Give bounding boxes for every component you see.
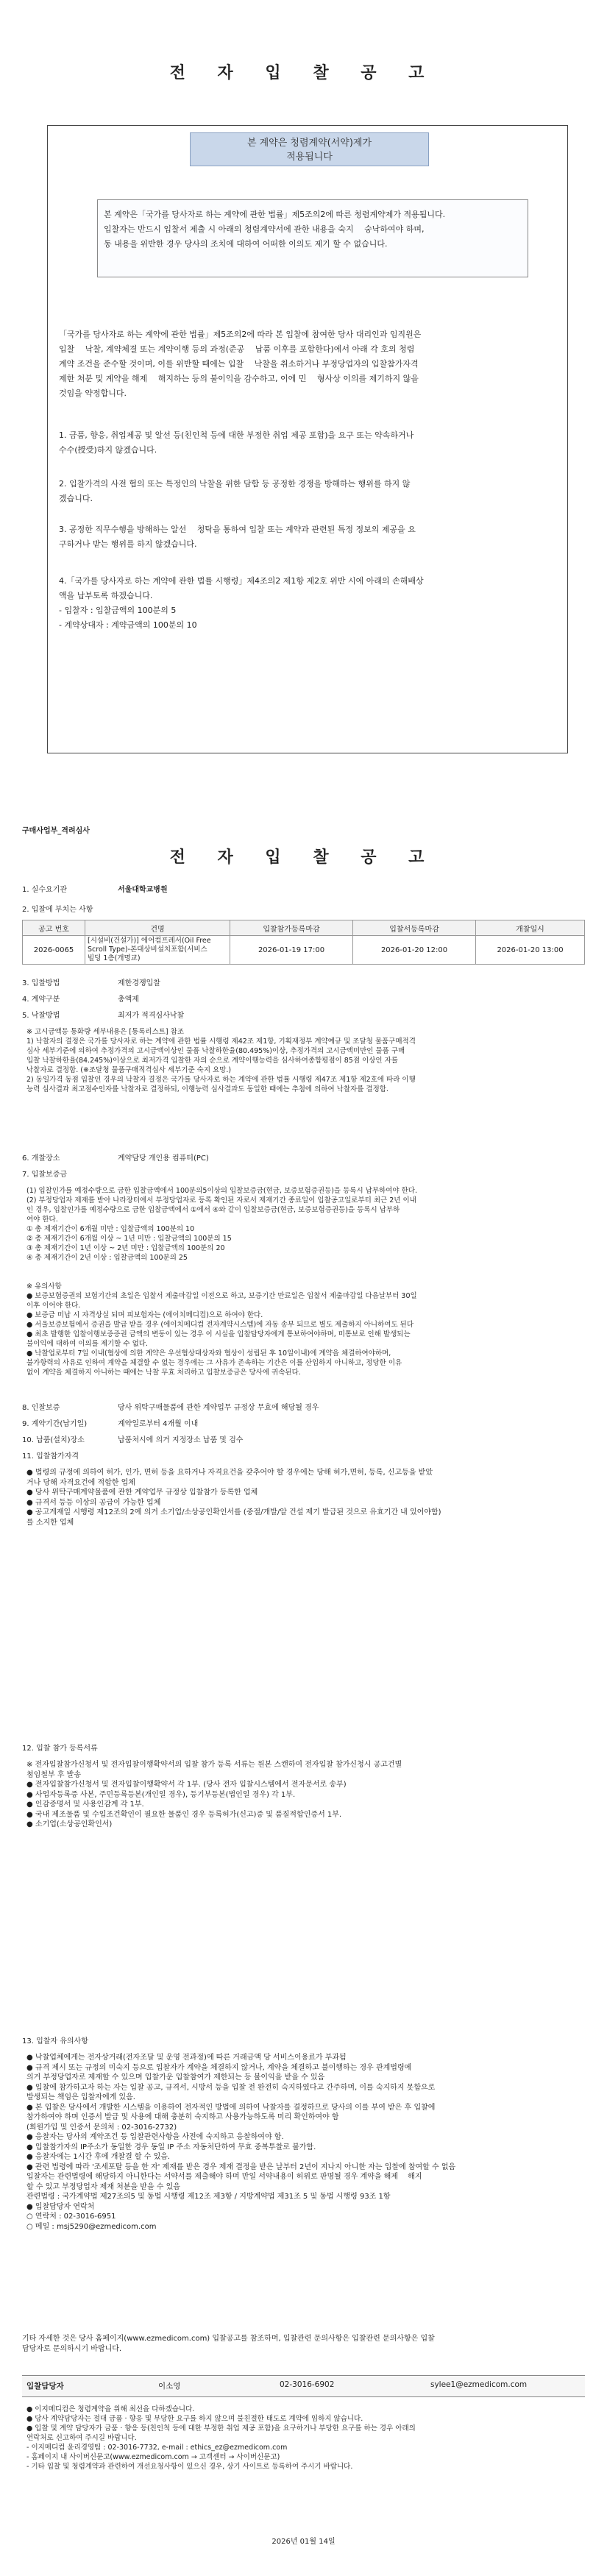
s7-body: (1) 입찰인가를 예정수량으로 금한 입찰금액에서 100분의5이상의 입찰보증금(현금, 보증보험증권등)을 등록시 납부하여야 한다. (2) 부정당업자 제재를 받아 나라장터에서 부정당업자로 등록 확인된 자로서 제재기간 종료일이 입찰공고일로부터 최근 2년 이내 인 경우, 입찰인가를 예정수량으로 금한 입찰금액에서 ①에서 ④와 같이 입찰보증금(현금, 보증보험증권등)을 등록시 납부하 여야 한다. ① 총 제재기간이 6개월 미만 : 입찰금액의 100분의 10 ② 총 제재기간이 6개월 이상 ~ 1년 미만 : 입찰금액의 100분의 15 ③ 총 제재기간이 1년 이상 ~ 2년 미만 : 입찰금액의 100분의 20 ④ 총 제재기간이 2년 이상 : 입찰금액의 100분의 25 — [26, 1187, 417, 1262]
s7-label: 7. 입찰보증금 — [22, 1171, 68, 1179]
s5-label: 5. 낙찰방법 — [22, 1012, 60, 1020]
integrity-item-1: 1. 금품, 향응, 취업제공 및 알선 등(친인척 등에 대한 부정한 취업 제공 포함)을 요구 또는 약속하거나 수수(授受)하지 않겠습니다. — [59, 430, 414, 455]
td-bid-deadline: 2026-01-20 12:00 — [353, 936, 476, 965]
s13-label: 13. 입찰자 유의사항 — [22, 2037, 88, 2045]
s10-value: 납품처시에 의거 지정장소 납품 및 검수 — [118, 1436, 244, 1444]
s3-label: 3. 입찰방법 — [22, 979, 60, 987]
integrity-notice-box: 본 계약은「국가를 당사자로 하는 계약에 관한 법률」제5조의2에 따른 청렴계약제가 적용됩니다. 입찰자는 반드시 입찰서 제출 시 아래의 청렴계약서에 관한 내용을 숙지 숭낙하여야 하며, 동 내용을 위반한 경우 당사의 조치에 대하여 어떠한 이의도 제기 할 수 없습니다. — [97, 199, 528, 277]
contact-email[interactable]: sylee1@ezmedicom.com — [430, 2380, 528, 2389]
s5-value: 최저가 적격심사낙찰 — [118, 1012, 185, 1020]
s12-body: ※ 전자입찰참가신청서 및 전자입찰이행확약서의 입찰 참가 등록 서류는 원본 스캔하여 전자입찰 참가신청시 공고건별 첨임철부 후 발송 ● 전자입찰참가신청서 및 전자입찰이행확약서 각 1부. (당사 전자 입찰시스템에서 전자문서로 송부) ● 사업자등록증 사본, 주민등록등본(개인일 경우), 등기부등본(법인일 경우) 각 1부. ● 인감증명서 및 사용인감계 각 1부. ● 국내 제조물품 및 수입조건확인이 필요한 물품인 경우 등록허가(신고)증 및 품질적합인증서 1부. ● 소기업(소상공인확인서) — [26, 1761, 402, 1828]
footer-note: 기타 자세한 것은 당사 홈페이지(www.ezmedicom.com) 입찰공고를 참조하며, 입찰관련 문의사항은 입찰관련 문의사항은 입찰 담당자로 문의하시기 바랍니다. — [22, 2335, 435, 2353]
notice-date: 2026년 01월 14일 — [271, 2538, 336, 2546]
s1-value: 서울대학교병원 — [118, 886, 168, 894]
contact-info — [22, 2375, 585, 2397]
s8-value: 당사 위탁구매물품에 관한 계약업무 규정상 무효에 해당될 경우 — [118, 1404, 319, 1412]
td-title[interactable]: [시설비(건설가)] 에어컴프레서(Oil Free Scroll Type)-본대상비설치포함(서비스 빌딩 1층(개명교) — [85, 936, 230, 965]
integrity-item-3: 3. 공정한 직무수행을 방해하는 알선 청탁을 통하여 입찰 또는 계약과 관련된 특정 정보의 제공을 요 구하거나 받는 행위를 하지 않겠습니다. — [59, 525, 416, 549]
integrity-item-4: 4.「국가를 당사자로 하는 계약에 관한 법률 시행령」제4조의2 제1항 제2호 위반 시에 아래의 손해배상 액을 납부토록 하겠습니다. - 입찰자 : 입찰금액의 100분의 5 - 계약상대자 : 계약금액의 100분의 10 — [59, 576, 424, 630]
bottom-notes: ● 이지메디컴은 청렴계약을 위해 최선을 다하겠습니다. ● 당사 계약담당자는 절대 금품 · 향응 및 부당한 요구를 하지 않으며 불친절한 태도로 계약에 임하지 않습니다. ● 입찰 및 계약 담당자가 금품 · 향응 등(친인척 등에 대한 부정한 취업 제공 포함)을 요구하거나 부당한 요구를 하는 경우 아래의 연락처로 신고하여 주시길 바랍니다. - 이지메디컴 윤리경영팀 : 02-3016-7732, e-mail : ethics_ez@ezmedicom.com - 홈페이지 내 사이버신문고(www.ezmedicom.com → 고객센터 → 사이버신문고) - 기타 입찰 및 청렴계약과 관련하여 개선요청사항이 있으신 경우, 상기 사이트로 등록하여 주시기 바랍니다. — [26, 2405, 416, 2471]
s8-label: 8. 인찰보증 — [22, 1404, 60, 1412]
s11-label: 11. 입찰참가자격 — [22, 1452, 79, 1461]
s2-label: 2. 입찰에 부치는 사항 — [22, 906, 93, 914]
contact-name: 이소영 — [158, 2382, 181, 2391]
s6-value: 계약담당 개인용 컴퓨터(PC) — [118, 1154, 209, 1163]
s5-notes: ※ 고시금액등 통화량 세부내용은 [통록리스트] 참조 1) 낙찰자의 결정은 국가를 당사자로 하는 계약에 관한 법률 시행령 제42조 제1항, 기획재정부 계약예규 및 조달청 물품구매적격 심사 세부기준에 의하여 추정가격의 고시금액이상인 물품 낙찰하한율(80.495%)이상, 추정가격의 고시금액미만인 물품 구매 입찰 낙찰하한율(84.245%)이상으로 최저가격 입찰한 자의 순으로 계약이행능력을 심사하여종합평점이 85점 이상인 자를 낙찰자로 결정함. (※조달청 물품구매적격심사 세부기준 숙지 요망.) 2) 동일가격 동점 입찰인 경우의 낙찰자 결정은 국가를 당사자로 하는 계약에 관한 법률 시행령 제47조 제1항 제2호에 따라 이행 능력 심사결과 최고점수인자를 낙찰자로 결정하되, 이행능력 심사결과도 동일한 때에는 추첨에 의하여 낙찰자를 결정함. — [26, 1028, 416, 1093]
contact-label: 입찰담당자 — [26, 2382, 64, 2391]
td-reg-deadline: 2026-01-19 17:00 — [230, 936, 353, 965]
table-row — [23, 936, 585, 965]
th-no: 공고 번호 — [23, 920, 85, 936]
s13-body: ● 낙찰업체에게는 전자상거래(전자조달 및 운영 전과정)에 따른 거래금액 당 서비스이용료가 부과됨 ● 규격 제시 또는 규정의 미숙지 등으로 입찰자가 계약을 체결하지 않거나, 계약을 체결하고 불이행하는 경우 관계법령에 의거 부정당업자로 제재할 수 있으며 입찰가운 입찰참여가 제한되는 등 불이익을 받을 수 있음 ● 입찰에 참가하고자 하는 자는 입찰 공고, 규격서, 시방서 등을 입찰 전 완전히 숙지하였다고 간주하며, 이를 숙지하지 못함으로 발생되는 책임은 입찰자에게 있음. ● 본 입찰은 당사에서 개발한 시스템을 이용하여 전자적인 방법에 의하여 낙찰자를 결정하므로 당사의 이를 부여 받은 후 입찰에 참가하여야 하며 인증서 발급 및 사용에 대해 충분히 숙지하고 사용가능하도록 미리 확인하여야 함 (회원가입 및 인증서 문의처 : 02-3016-2732) ● 응찰자는 당사의 계약조건 등 입찰관련사항을 사전에 숙지하고 응찰하여야 함. ● 입찰참가자의 IP주소가 동일한 경우 동일 IP 주소 자동처단하여 무효 중복투찰로 불가함. ● 응찰자에는 1시간 후에 개찰결 할 수 있음. ● 관련 법령에 따라 '조세포탈 등을 한 자' 제재를 받은 경우 제재 결정을 받은 날부터 2년이 지나지 아니한 자는 입찰에 참여할 수 없음 입찰자는 관련법령에 해당하지 아니한다는 서약서를 제출해야 하며 만일 서약내용이 허위로 판명될 경우 계약을 해제 해지 할 수 있고 부정당업자 제재 처분을 받을 수 있음 관련법령 : 국가계약법 제27조의5 및 동법 시행령 제12조 제3항 / 지방계약법 제31조 5 및 동법 시행령 93조 1항 ● 입찰담당자 연락처 ○ 연락처 : 02-3016-6951 ○ 메일 : msj5290@ezmedicom.com — [26, 2054, 456, 2231]
th-title: 건명 — [85, 920, 230, 936]
th-opening: 개찰일시 — [476, 920, 585, 936]
integrity-intro: 「국가를 당사자로 하는 계약에 관한 법률」제5조의2에 따라 본 입찰에 참여한 당사 대리인과 임직원은 입찰 낙찰, 계약체결 또는 계약이행 등의 과정(준공 납품 이후를 포함한다)에서 아래 각 호의 청렴 계약 조건을 준수할 것이며, 이를 위반할 때에는 입찰 낙찰을 취소하거나 부정당업자의 입찰참가자격 제한 처분 및 계약을 해제 해지하는 등의 불이익을 감수하고, 이에 민 형사상 이의를 제기하지 않을 것임을 약정합니다. — [59, 330, 422, 398]
bid-table-header — [23, 920, 585, 936]
integrity-item-2: 2. 입찰가격의 사전 협의 또는 특정인의 낙찰을 위한 담합 등 공정한 경쟁을 방해하는 행위를 하지 않 겠습니다. — [59, 479, 411, 503]
s10-label: 10. 납품(설치)장소 — [22, 1436, 85, 1444]
s3-value: 제한경쟁입찰 — [118, 979, 160, 987]
section-label: 구매사업부_격려심사 — [22, 827, 90, 835]
s7-notes: ※ 유의사항 ● 보증보험증권의 보험기간의 초일은 입찰서 제출마감일 이전으로 하고, 보증기간 만료일은 입찰서 제출마감일 다음날부터 30일 이후 이어야 한다. ● 보증금 미납 시 자격상실 되며 피보험자는 (에이치메디컴)으로 하여야 한다. ● 서울보증보험에서 증권을 발급 받을 경우 (에이치메디컴 전자계약시스템)에 자동 송부 되므로 별도 제출하지 아니하여도 된다 ● 최초 발행한 입찰이행보증증권 금액의 변동이 있는 경우 이 시실을 입찰담당자에게 통보하여야하며, 미통보로 인해 발생되는 불이익에 대하여 이의를 제기할 수 없다. ● 낙찰업로부터 7일 이내(협상에 의한 계약은 우선협상대상자와 협상이 성립된 후 10일이내)에 계약을 체결하여야하며, 불가항력의 사유로 인하여 계약을 체결할 수 없는 경우에는 그 사유가 존속하는 기간은 이를 산입하지 아니하고, 정당한 이유 없이 계약을 체결하지 아니하는 때에는 낙찰 무효 처리하고 입찰보증금은 당사에 귀속된다. — [26, 1282, 417, 1377]
th-bid-deadline: 입찰서등록마감 — [353, 920, 476, 936]
th-reg-deadline: 입찰참가등록마감 — [230, 920, 353, 936]
s9-value: 계약일로부터 4개월 이내 — [118, 1420, 199, 1428]
s12-label: 12. 입찰 참가 등록서류 — [22, 1745, 98, 1753]
integrity-banner: 본 계약은 청렴계약(서약)제가 적용됩니다 — [190, 132, 429, 166]
contact-phone: 02-3016-6902 — [280, 2380, 335, 2389]
bid-table — [22, 920, 585, 965]
s4-value: 총액제 — [118, 996, 139, 1004]
s6-label: 6. 개찰장소 — [22, 1154, 60, 1163]
td-opening: 2026-01-20 13:00 — [476, 936, 585, 965]
s1-label: 1. 실수요기관 — [22, 886, 68, 894]
td-no: 2026-0065 — [23, 936, 85, 965]
notice1-title: 전 자 입 찰 공 고 — [169, 64, 438, 82]
s9-label: 9. 계약기간(납기일) — [22, 1420, 88, 1428]
notice2-title: 전 자 입 찰 공 고 — [169, 848, 438, 867]
s11-body: ● 법령의 규정에 의하여 허가, 인가, 면허 등을 요하거나 자격요건을 갖추어야 할 경우에는 당해 허가,면허, 등록, 신고등을 받았 거나 당해 자격요건에 적합한 업체 ● 당사 위탁구매계약물품에 관한 계약업무 규정상 입찰참가 등록한 업체 ● 규격서 등등 이상의 공급이 가능한 업체 ● 공고게재일 시행령 제12조의 2에 의거 소기업/소상공인확인서를 (중절/개발/알 건설 제기 발급된 것으로 유효기간 내 있어야함) 를 소지한 업체 — [26, 1469, 441, 1527]
s4-label: 4. 계약구분 — [22, 996, 60, 1004]
